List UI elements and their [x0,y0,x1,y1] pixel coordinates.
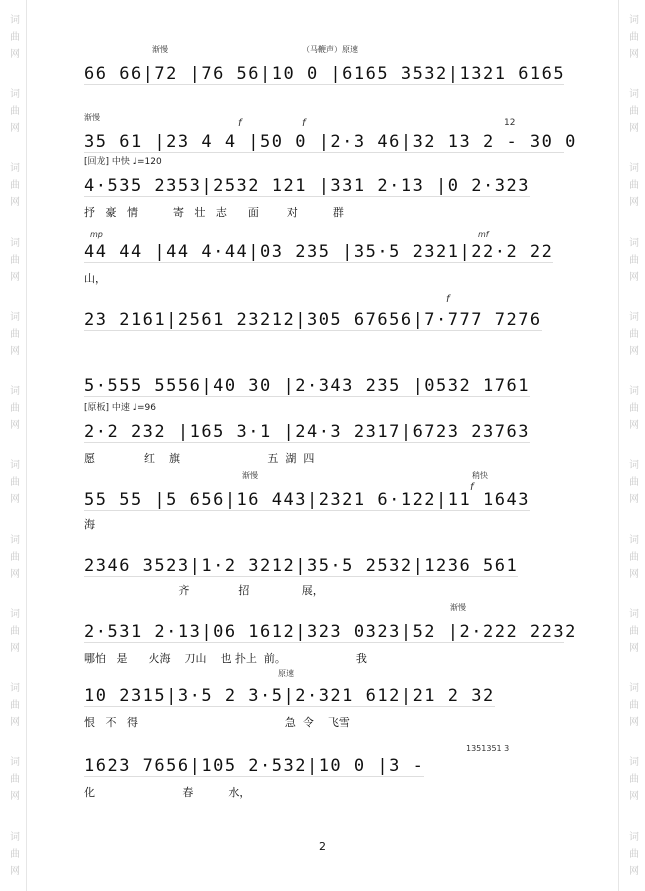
left-margin-line [26,0,27,891]
dynamic-mark: 12 [504,118,516,128]
watermark-text: 词 曲 网 [626,533,638,581]
watermark-text: 词 曲 网 [7,459,19,506]
watermark-text: 词 曲 网 [7,236,19,284]
watermark-text: 词 曲 网 [7,756,19,803]
score-system-8 [84,470,564,530]
dynamic-mark: f [302,118,306,129]
beam-underline [84,442,530,443]
lyric-line: 海 [84,518,95,531]
tempo-mark: 渐慢 [450,603,466,612]
notation-line: 1623 7656|105 2·532|10 0 |3 - [84,756,425,776]
score-system-11 [84,668,564,728]
watermark-text: 词 曲 网 [626,756,638,803]
watermark-text: 词 曲 网 [626,682,638,729]
grace-notes: 1351351 3 [466,744,510,753]
notation-line: 23 2161|2561 23212|305 67656|7·777 7276 [84,310,542,330]
score-system-4 [84,230,564,290]
watermark-text: 词 曲 网 [7,13,19,61]
score-system-2 [84,112,577,172]
section-tag: [回龙] 中快 ♩=120 [84,157,162,167]
beam-underline [84,396,530,397]
dynamic-mark: f [238,118,242,129]
watermark-text: 词 曲 网 [626,236,638,284]
notation-line: 55 55 |5 656|16 443|2321 6·122|11 1643 [84,490,530,510]
watermark-text: 词 曲 网 [626,385,638,432]
score-system-3 [84,170,564,230]
tempo-mark: 渐慢 [84,113,100,122]
beam-underline [84,642,564,643]
lyric-line: 恨 不 得 急 令 飞雪 [84,716,350,729]
tempo-mark: （马鞭声）原速 [302,45,358,54]
score-system-12 [84,738,564,798]
beam-underline [84,196,530,197]
watermark-text: 词 曲 网 [7,88,19,135]
watermark-text: 词 曲 网 [7,162,19,209]
notation-line: 44 44 |44 4·44|03 235 |35·5 2321|22·2 22 [84,242,554,262]
tempo-mark: 原速 [278,669,294,678]
score-system-5 [84,294,564,354]
tempo-mark: 渐慢 [242,471,258,480]
notation-line: 5·555 5556|40 30 |2·343 235 |0532 1761 [84,376,530,396]
section-tag: [原板] 中速 ♩=96 [84,403,156,413]
watermark-text: 词 曲 网 [7,682,19,729]
watermark-left [4,0,22,891]
lyric-line: 愿 红 旗 五 湖 四 [84,452,315,465]
watermark-text: 词 曲 网 [626,88,638,135]
notation-line: 35 61 |23 4 4 |50 0 |2·3 46|32 13 2 - 30 0 [84,132,577,152]
score-system-10 [84,602,577,665]
tempo-mark: 稍快 [472,471,488,480]
watermark-text: 词 曲 网 [7,830,19,878]
watermark-text: 词 曲 网 [626,310,638,358]
lyric-line: 哪怕 是 火海 刀山 也 扑上 前。 我 [84,652,367,665]
dynamic-mark: f [470,482,474,493]
lyric-line: 化 春 水， [84,786,251,799]
score-system-9 [84,548,564,598]
lyric-line: 抒 豪 情 寄 壮 志 面 对 群 [84,206,344,219]
watermark-text: 词 曲 网 [7,607,19,655]
right-margin-line [618,0,619,891]
beam-underline [84,84,564,85]
notation-line: 2·531 2·13|06 1612|323 0323|52 |2·222 2232 [84,622,577,642]
watermark-text: 词 曲 网 [7,385,19,432]
beam-underline [84,706,495,707]
dynamic-mark: f [446,294,450,305]
lyric-line: 山， [84,272,106,285]
beam-underline [84,152,564,153]
beam-underline [84,576,518,577]
notation-line: 66 66|72 |76 56|10 0 |6165 3532|1321 6165 [84,64,566,84]
tempo-mark: 渐慢 [152,45,168,54]
dynamic-mark: mf [478,230,489,239]
notation-line: 10 2315|3·5 2 3·5|2·321 612|21 2 32 [84,686,495,706]
watermark-text: 词 曲 网 [626,830,638,878]
lyric-line: 齐 招 展， [84,584,324,597]
watermark-right [623,0,641,891]
watermark-text: 词 曲 网 [626,162,638,209]
beam-underline [84,510,530,511]
beam-underline [84,776,424,777]
page-number: 2 [319,840,326,853]
notation-line: 2·2 232 |165 3·1 |24·3 2317|6723 23763 [84,422,530,442]
watermark-text: 词 曲 网 [7,533,19,581]
dynamic-mark: mp [90,230,103,239]
watermark-text: 词 曲 网 [626,13,638,61]
watermark-text: 词 曲 网 [7,310,19,358]
watermark-text: 词 曲 网 [626,459,638,506]
notation-line: 4·535 2353|2532 121 |331 2·13 |0 2·323 [84,176,530,196]
beam-underline [84,330,542,331]
watermark-text: 词 曲 网 [626,607,638,655]
beam-underline [84,262,553,263]
score-system-1 [84,44,564,104]
notation-line: 2346 3523|1·2 3212|35·5 2532|1236 561 [84,556,519,576]
score-system-7 [84,400,564,466]
